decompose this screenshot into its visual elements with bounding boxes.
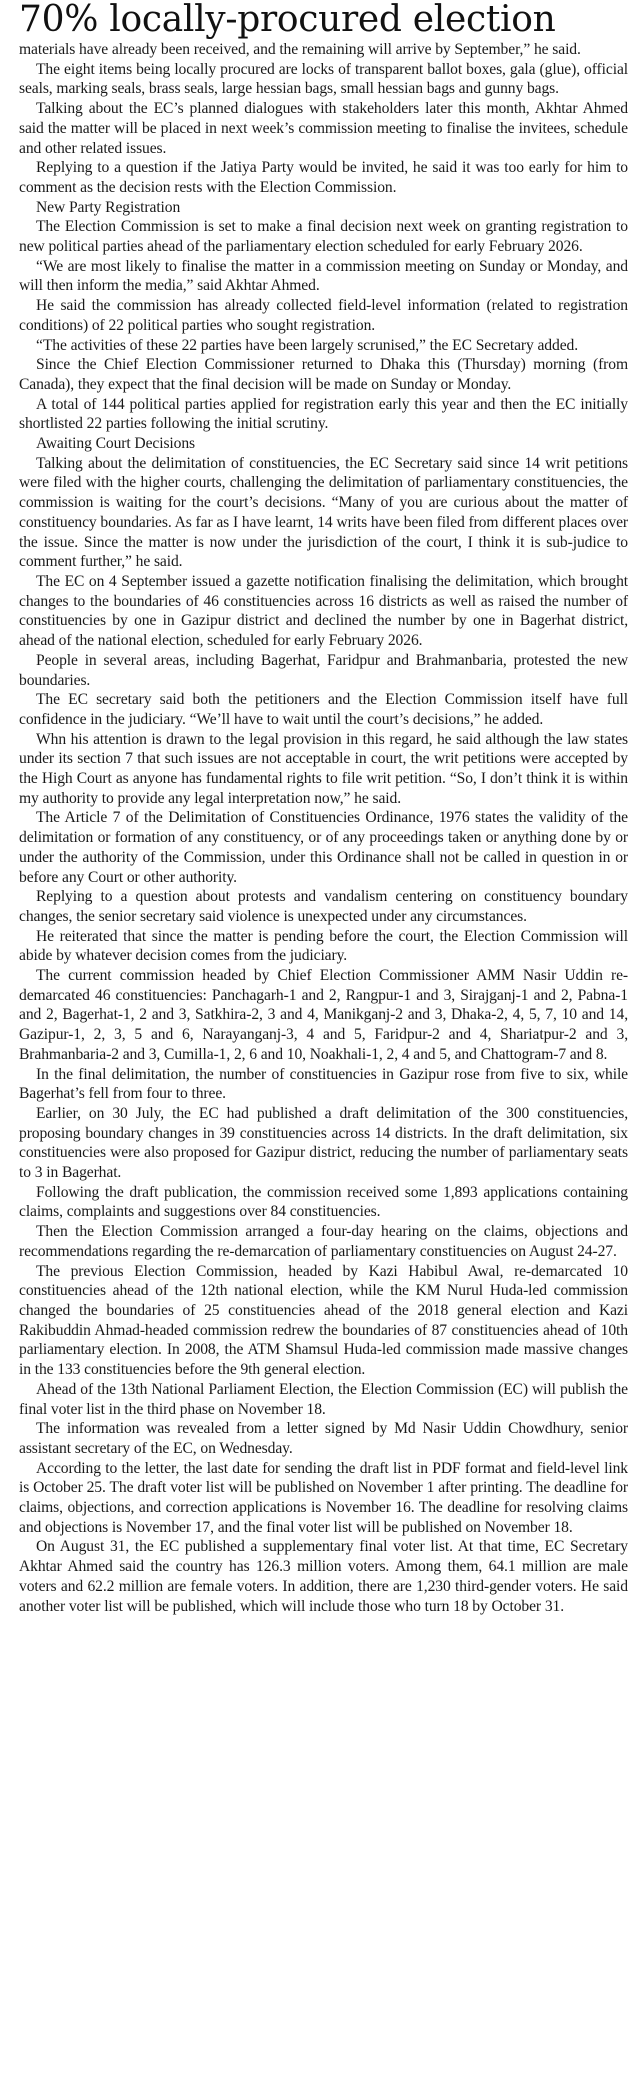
paragraph: The Article 7 of the Delimitation of Constituencies Ordinance, 1976 states the validity of the delimitation or formation of any constituency, or of any proceedings taken or anything done by or under the authority of the Commission, under this Ordinance shall not be called in question in or before any Court or other authority. (19, 809, 628, 886)
paragraph: The eight items being locally procured are locks of transparent ballot boxes, gala (glue), official seals, marking seals, brass seals, large hessian bags, small hessian bags and gunny bags. (19, 60, 628, 98)
paragraph: The EC secretary said both the petitioners and the Election Commission itself have full confidence in the judiciary. “We’ll have to wait until the court’s decisions,” he added. (19, 691, 628, 728)
paragraph: Since the Chief Election Commissioner returned to Dhaka this (Thursday) morning (from Canada), they expect that the final decision will be made on Sunday or Monday. (19, 356, 628, 393)
paragraph: According to the letter, the last date for sending the draft list in PDF format and field-level link is October 25. The draft voter list will be published on November 1 after printing. The deadline for claims, objections, and correction applications is November 16. The deadline for resolving claims and objections is November 17, and the final voter list will be published on November 18. (19, 1459, 628, 1536)
article-body (19, 40, 628, 1616)
paragraph: Whn his attention is drawn to the legal provision in this regard, he said although the law states under its section 7 that such issues are not acceptable in court, the writ petitions were accepted by the High Court as anyone has fundamental rights to file writ petition. “So, I don’t think it is within my authority to provide any legal interpretation now,” he said. (19, 730, 628, 807)
section-subheading: New Party Registration (36, 198, 181, 216)
paragraph: “We are most likely to finalise the matter in a commission meeting on Sunday or Monday, and will then inform the media,” said Akhtar Ahmed. (19, 257, 628, 295)
paragraph: Ahead of the 13th National Parliament Election, the Election Commission (EC) will publish the final voter list in the third phase on November 18. (19, 1380, 628, 1418)
paragraph: People in several areas, including Bagerhat, Faridpur and Brahmanbaria, protested the new boundaries. (19, 651, 628, 689)
paragraph: Replying to a question if the Jatiya Party would be invited, he said it was too early for him to comment as the decision rests with the Election Commission. (19, 159, 628, 196)
paragraph: The EC on 4 September issued a gazette notification finalising the delimitation, which brought changes to the boundaries of 46 constituencies across 16 districts as well as raised the number of constituencies by one in Gazipur district and declined the number by one in Bagerhat district, ahead of the national election, scheduled for early February 2026. (19, 572, 628, 650)
paragraph: He said the commission has already collected field-level information (related to registration conditions) of 22 political parties who sought registration. (19, 297, 628, 334)
paragraph: The current commission headed by Chief Election Commissioner AMM Nasir Uddin re-demarcated 46 constituencies: Panchagarh-1 and 2, Rangpur-1 and 3, Sirajganj-1 and 2, Pabna-1 and 2, Bagerhat-1, 2 and 3, Satkhira-2, 3 and 4, Manikganj-2 and 3, Dhaka-2, 4, 5, 7, 10 and 14, Gazipur-1, 2, 3, 5 and 6, Narayanganj-3, 4 and 5, Faridpur-2 and 4, Shariatpur-2 and 3, Brahmanbaria-2 and 3, Cumilla-1, 2, 6 and 10, Noakhali-1, 2, 4 and 5, and Chattogram-7 and 8. (19, 967, 628, 1063)
section-subheading: Awaiting Court Decisions (36, 435, 196, 453)
paragraph: Then the Election Commission arranged a four-day hearing on the claims, objections and recommendations regarding the re-demarcation of parliamentary constituencies on August 24-27. (19, 1223, 628, 1260)
paragraph: Following the draft publication, the commission received some 1,893 applications containing claims, complaints and suggestions over 84 constituencies. (19, 1183, 628, 1221)
paragraph: Talking about the delimitation of constituencies, the EC Secretary said since 14 writ petitions were filed with the higher courts, challenging the delimitation of parliamentary constituencies, the commission is waiting for the court’s decisions. “Many of you are curious about the matter of constituency boundaries. As far as I have learnt, 14 writs have been filed from different places over the issue. Since the matter is now under the jurisdiction of the court, I think it is sub-judice to comment further,” he said. (19, 454, 628, 571)
paragraph: The Election Commission is set to make a final decision next week on granting registration to new political parties ahead of the parliamentary election scheduled for early February 2026. (19, 218, 628, 256)
paragraph: In the final delimitation, the number of constituencies in Gazipur rose from five to six, while Bagerhat’s fell from four to three. (19, 1065, 628, 1103)
paragraph: He reiterated that since the matter is pending before the court, the Election Commission will abide by whatever decision comes from the judiciary. (19, 927, 628, 965)
paragraph-continued: materials have already been received, and the remaining will arrive by September,” he said. (19, 41, 581, 58)
paragraph: The previous Election Commission, headed by Kazi Habibul Awal, re-demarcated 10 constituencies ahead of the 12th national election, while the KM Nurul Huda-led commission changed the boundaries of 25 constituencies ahead of the 2018 general election and Kazi Rakibuddin Ahmad-headed commission redrew the boundaries of 87 constituencies ahead of 10th parliamentary election. In 2008, the ATM Shamsul Huda-led commission made massive changes in the 133 constituencies before the 9th general election. (19, 1262, 628, 1379)
paragraph: “The activities of these 22 parties have been largely scrunised,” the EC Secretary added. (36, 336, 579, 354)
paragraph: On August 31, the EC published a supplementary final voter list. At that time, EC Secretary Akhtar Ahmed said the country has 126.3 million voters. Among them, 64.1 million are male voters and 62.2 million are female voters. In addition, there are 1,230 third-gender voters. He said another voter list will be published, which will include those who turn 18 by October 31. (19, 1538, 628, 1615)
paragraph: Talking about the EC’s planned dialogues with stakeholders later this month, Akhtar Ahmed said the matter will be placed in next week’s commission meeting to finalise the invitees, schedule and other related issues. (19, 100, 628, 157)
paragraph: Replying to a question about protests and vandalism centering on constituency boundary changes, the senior secretary said violence is unexpected under any circumstances. (19, 888, 628, 925)
paragraph: Earlier, on 30 July, the EC had published a draft delimitation of the 300 constituencies, proposing boundary changes in 39 constituencies across 14 districts. In the draft delimitation, six constituencies were also proposed for Gazipur district, reducing the number of parliamentary seats to 3 in Bagerhat. (19, 1104, 628, 1182)
paragraph: The information was revealed from a letter signed by Md Nasir Uddin Chowdhury, senior assistant secretary of the EC, on Wednesday. (19, 1420, 628, 1457)
paragraph: A total of 144 political parties applied for registration early this year and then the EC initially shortlisted 22 parties following the initial scrutiny. (19, 395, 628, 433)
headline: 70% locally-procured election (19, 0, 556, 40)
